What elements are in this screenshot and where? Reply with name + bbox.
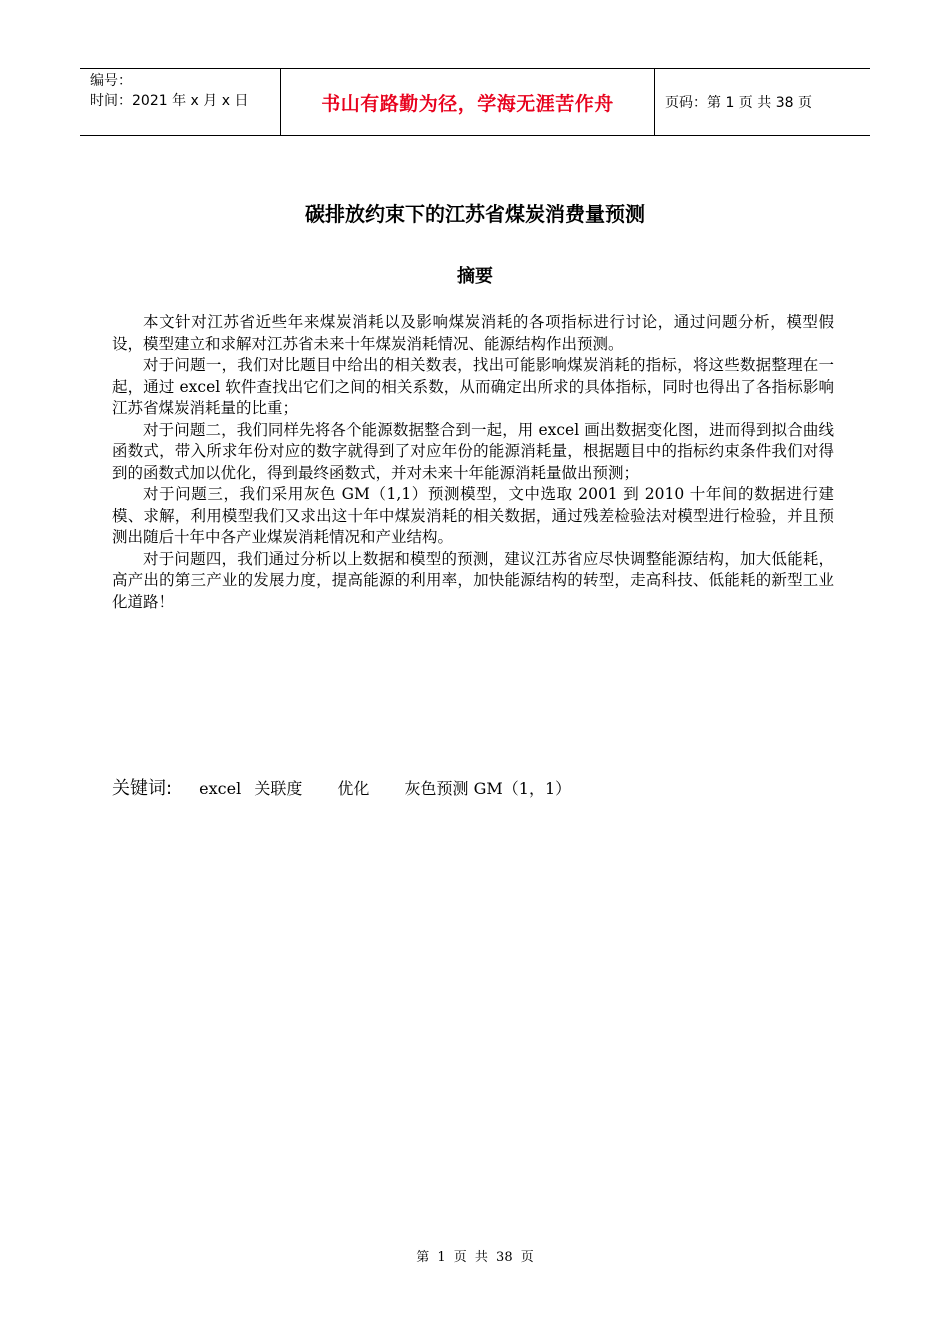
header-motto-cell: [281, 69, 655, 135]
keyword-item: 关联度: [254, 779, 303, 798]
abstract-heading: 摘要: [457, 266, 493, 287]
header-motto: 书山有路勤为径，学海无涯苦作舟: [321, 92, 614, 115]
header-number: 编号：: [90, 73, 132, 89]
keyword-item: excel: [199, 779, 242, 798]
keyword-item: 优化: [337, 779, 370, 798]
header-page-cell: [655, 69, 870, 135]
document-header: [80, 68, 870, 136]
abstract-paragraph: 对于问题一，我们对比题目中给出的相关数表，找出可能影响煤炭消耗的指标，将这些数据整理在一起，通过 excel 软件查找出它们之间的相关系数，从而确定出所求的具体指标，同时也得出了各指标影响江苏省煤炭消耗量的比重；: [112, 356, 834, 417]
abstract-paragraph: 对于问题二，我们同样先将各个能源数据整合到一起，用 excel 画出数据变化图，进而得到拟合曲线函数式，带入所求年份对应的数字就得到了对应年份的能源消耗量，根据题目中的指标约束条件我们对得到的函数式加以优化，得到最终函数式，并对未来十年能源消耗量做出预测；: [112, 420, 834, 482]
abstract-paragraph: 对于问题三，我们采用灰色 GM（1,1）预测模型，文中选取 2001 到 2010 十年间的数据进行建模、求解，利用模型我们又求出这十年中煤炭消耗的相关数据，通过残差检验法对模型进行检验，并且预测出随后十年中各产业煤炭消耗情况和产业结构。: [112, 485, 834, 546]
keywords-label: 关键词:: [112, 778, 173, 799]
keyword-item: 灰色预测 GM（1，1）: [404, 779, 572, 798]
header-meta-cell: [80, 69, 281, 135]
abstract-paragraph: 对于问题四，我们通过分析以上数据和模型的预测，建议江苏省应尽快调整能源结构，加大低能耗，高产出的第三产业的发展力度，提高能源的利用率，加快能源结构的转型，走高科技、低能耗的新型工业化道路！: [112, 549, 834, 611]
header-page-number: 页码：第 1 页 共 38 页: [665, 95, 812, 111]
page-footer: 第 1 页 共 38 页: [416, 1250, 534, 1265]
keywords-line: [112, 774, 601, 800]
header-date: 时间：2021 年 x 月 x 日: [90, 93, 249, 109]
abstract-paragraph: 本文针对江苏省近些年来煤炭消耗以及影响煤炭消耗的各项指标进行讨论，通过问题分析，模型假设，模型建立和求解对江苏省未来十年煤炭消耗情况、能源结构作出预测。: [112, 313, 834, 353]
abstract-body: [112, 312, 834, 613]
document-title: 碳排放约束下的江苏省煤炭消费量预测: [305, 202, 645, 226]
